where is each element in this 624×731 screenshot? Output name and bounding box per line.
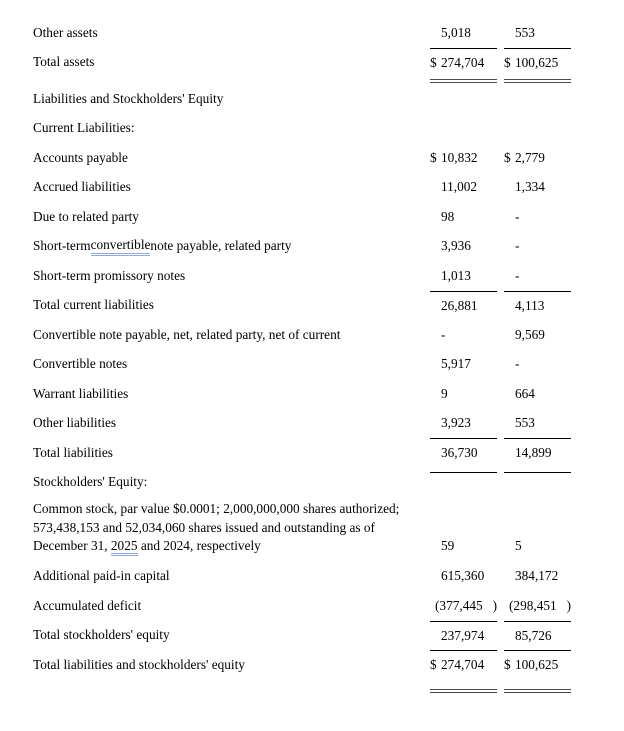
amount: 26,881 [441,297,478,313]
row-label [33,562,430,592]
amount: 5,018 [441,24,471,40]
amount: 553 [515,415,535,431]
amount: 615,360 [441,568,485,584]
label-text: Total stockholders' equity [33,627,170,643]
value-col2 [504,379,571,409]
row-label [33,48,430,78]
value-col1 [430,143,497,173]
value-col1 [430,261,497,291]
label-text: Due to related party [33,208,139,224]
table-row [33,379,624,409]
label-text: 573,438,153 and 52,034,060 shares issued and outstanding as of [33,519,375,535]
label-text: Accrued liabilities [33,179,131,195]
currency-symbol: $ [504,149,511,165]
amount: 3,923 [441,415,471,431]
value-col1 [430,48,497,78]
table-row [33,409,624,439]
amount: 9,569 [515,326,545,342]
label-text: note payable, related party [150,238,292,254]
label-text: Common stock, par value $0.0001; 2,000,000,000 shares authorized; [33,501,400,516]
value-col2 [504,261,571,291]
value-col1 [430,500,497,556]
closing-rule-col2 [504,689,571,693]
closing-rule-col2 [504,468,571,473]
value-col1 [430,438,497,468]
amount: 100,625 [515,54,559,70]
value-col1 [430,650,497,680]
row-label [33,650,430,680]
value-col2 [504,173,571,203]
value-col1 [430,320,497,350]
amount: (298,451 [509,597,557,613]
value-col1 [430,591,497,621]
amount: 14,899 [515,445,552,461]
table-row [33,650,624,680]
row-label [33,18,430,48]
amount: 4,113 [515,297,545,313]
table-row [33,497,624,556]
amount: 3,936 [441,238,471,254]
currency-symbol: $ [504,54,511,70]
row-label [33,621,430,651]
row-label [33,379,430,409]
table-row [33,232,624,262]
amount: 100,625 [515,657,559,673]
value-col1 [430,291,497,321]
total-closing-rule [33,77,624,84]
grammar-underlined-text[interactable]: 2025 [111,538,138,556]
amount: 9 [441,385,448,401]
label-text: Convertible notes [33,356,128,372]
value-col2 [504,438,571,468]
label-text: December 31, [33,538,111,553]
value-col2 [504,650,571,680]
label-text: Other assets [33,24,98,40]
amount: 11,002 [441,179,478,195]
table-row [33,261,624,291]
value-col2 [504,621,571,651]
value-col2 [504,143,571,173]
table-row [33,48,624,78]
label-text: Total liabilities [33,444,113,460]
amount: 237,974 [441,627,485,643]
table-row [33,320,624,350]
table-row [33,143,624,173]
value-col2 [504,232,571,262]
table-row [33,438,624,468]
label-text: Short-term promissory notes [33,267,186,283]
row-label [33,232,430,262]
label-text: Other liabilities [33,415,117,431]
currency-symbol: $ [504,657,511,673]
value-col1 [430,621,497,651]
table-row [33,591,624,621]
amount: 664 [515,385,535,401]
amount: 10,832 [441,149,478,165]
label-text: Warrant liabilities [33,385,129,401]
value-col2 [504,562,571,592]
closing-rule-col1 [430,79,497,83]
label-text: Convertible note payable, net, related party, net of current [33,326,341,342]
closing-rule-col1 [430,689,497,693]
close-paren: ) [492,597,497,613]
value-col2 [504,591,571,621]
value-col2 [504,18,571,48]
row-label [33,468,430,498]
row-label [33,84,430,114]
label-text: Current Liabilities: [33,120,135,136]
label-text: Total assets [33,54,95,70]
value-col2 [504,350,571,380]
value-col1 [430,232,497,262]
value-col2 [504,202,571,232]
table-row [33,291,624,321]
table-row [33,173,624,203]
label-text: and 2024, respectively [137,538,261,553]
label-text: Total current liabilities [33,297,154,313]
value-col2 [504,320,571,350]
value-col2 [504,409,571,439]
value-col2 [504,48,571,78]
row-label [33,350,430,380]
table-row [33,562,624,592]
row-label [33,291,430,321]
amount: 98 [441,208,455,224]
section-header-row [33,114,624,144]
total-closing-rule [33,680,624,696]
amount: 384,172 [515,568,559,584]
amount: 553 [515,24,535,40]
row-label [33,591,430,621]
close-paren: ) [566,597,571,613]
row-label [33,409,430,439]
amount: (377,445 [435,597,483,613]
currency-symbol: $ [430,149,437,165]
row-label [33,320,430,350]
value-col1 [430,409,497,439]
label-text: Accumulated deficit [33,597,142,613]
amount: 1,013 [441,267,471,283]
currency-symbol: $ [430,657,437,673]
closing-rule-col1 [430,468,497,473]
amount: 274,704 [441,54,485,70]
amount: - [515,238,520,254]
value-col1 [430,18,497,48]
row-label [33,261,430,291]
table-row [33,621,624,651]
amount: - [515,356,520,372]
table-row [33,202,624,232]
table-row [33,18,624,48]
label-text: Additional paid-in capital [33,568,170,584]
amount: 59 [441,537,455,553]
grammar-underlined-text[interactable]: convertible [91,237,151,256]
row-label [33,114,430,144]
row-label [33,438,430,468]
value-col1 [430,202,497,232]
amount: 274,704 [441,657,485,673]
amount: - [515,208,520,224]
value-col1 [430,173,497,203]
amount: - [441,326,446,342]
value-col1 [430,379,497,409]
amount: 1,334 [515,179,545,195]
amount: 36,730 [441,445,478,461]
value-col2 [504,500,571,556]
amount: 85,726 [515,627,552,643]
amount: 5 [515,537,522,553]
amount: - [515,267,520,283]
value-col1 [430,562,497,592]
row-label [33,173,430,203]
value-col1 [430,350,497,380]
section-header-row [33,84,624,114]
label-text: Liabilities and Stockholders' Equity [33,90,224,106]
closing-rule-col2 [504,79,571,83]
amount: 5,917 [441,356,471,372]
amount: 2,779 [515,149,545,165]
row-label [33,202,430,232]
label-text: Short-term [33,238,91,254]
label-text: Stockholders' Equity: [33,474,148,490]
row-label [33,500,430,556]
label-text: Total liabilities and stockholders' equity [33,656,245,672]
label-text: Accounts payable [33,149,128,165]
table-row [33,350,624,380]
row-label [33,143,430,173]
value-col2 [504,291,571,321]
currency-symbol: $ [430,54,437,70]
